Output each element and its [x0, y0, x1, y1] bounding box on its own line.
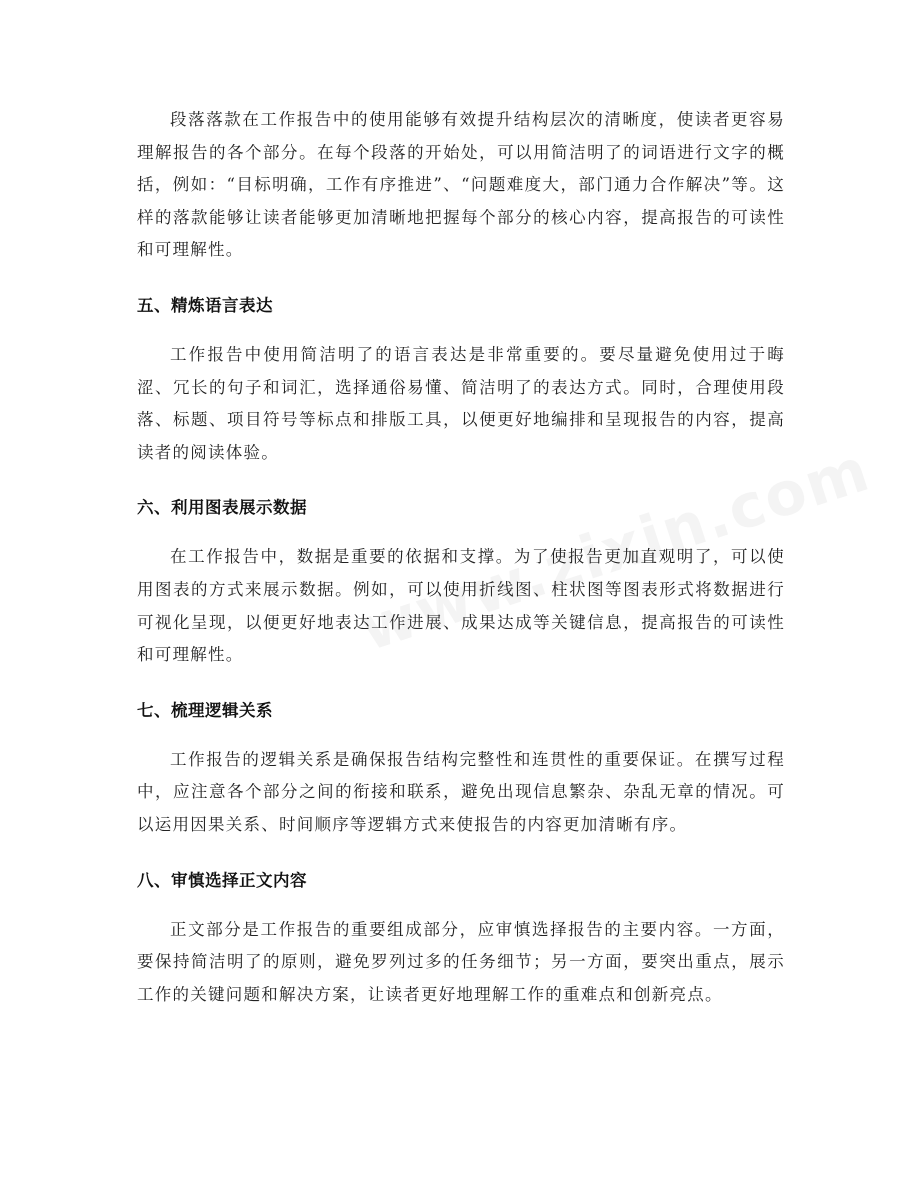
section-8-heading: 八、审慎选择正文内容 [137, 870, 307, 890]
section-7-paragraph: 工作报告的逻辑关系是确保报告结构完整性和连贯性的重要保证。在撰写过程中，应注意各个部分之间的衔接和联系，避免出现信息繁杂、杂乱无章的情况。可以运用因果关系、时间顺序等逻辑方式来使报告的内容更加清晰有序。 [137, 749, 785, 834]
section-7-heading: 七、梳理逻辑关系 [137, 700, 273, 720]
section-8-paragraph: 正文部分是工作报告的重要组成部分，应审慎选择报告的主要内容。一方面，要保持简洁明了的原则，避免罗列过多的任务细节；另一方面，要突出重点，展示工作的关键问题和解决方案，让读者更好地理解工作的重难点和创新亮点。 [137, 919, 785, 1004]
document-body [137, 104, 785, 1011]
section-5-paragraph: 工作报告中使用简洁明了的语言表达是非常重要的。要尽量避免使用过于晦涩、冗长的句子和词汇，选择通俗易懂、简洁明了的表达方式。同时，合理使用段落、标题、项目符号等标点和排版工具，以便更好地编排和呈现报告的内容，提高读者的阅读体验。 [137, 344, 785, 462]
section-5-heading: 五、精炼语言表达 [137, 295, 273, 315]
section-6-paragraph: 在工作报告中，数据是重要的依据和支撑。为了使报告更加直观明了，可以使用图表的方式来展示数据。例如，可以使用折线图、柱状图等图表形式将数据进行可视化呈现，以便更好地表达工作进展、成果达成等关键信息，提高报告的可读性和可理解性。 [137, 547, 785, 665]
intro-paragraph: 段落落款在工作报告中的使用能够有效提升结构层次的清晰度，使读者更容易理解报告的各个部分。在每个段落的开始处，可以用简洁明了的词语进行文字的概括，例如：“目标明确，工作有序推进”、“问题难度大，部门通力合作解决”等。这样的落款能够让读者能够更加清晰地把握每个部分的核心内容，提高报告的可读性和可理解性。 [137, 110, 785, 260]
section-6-heading: 六、利用图表展示数据 [137, 498, 307, 518]
